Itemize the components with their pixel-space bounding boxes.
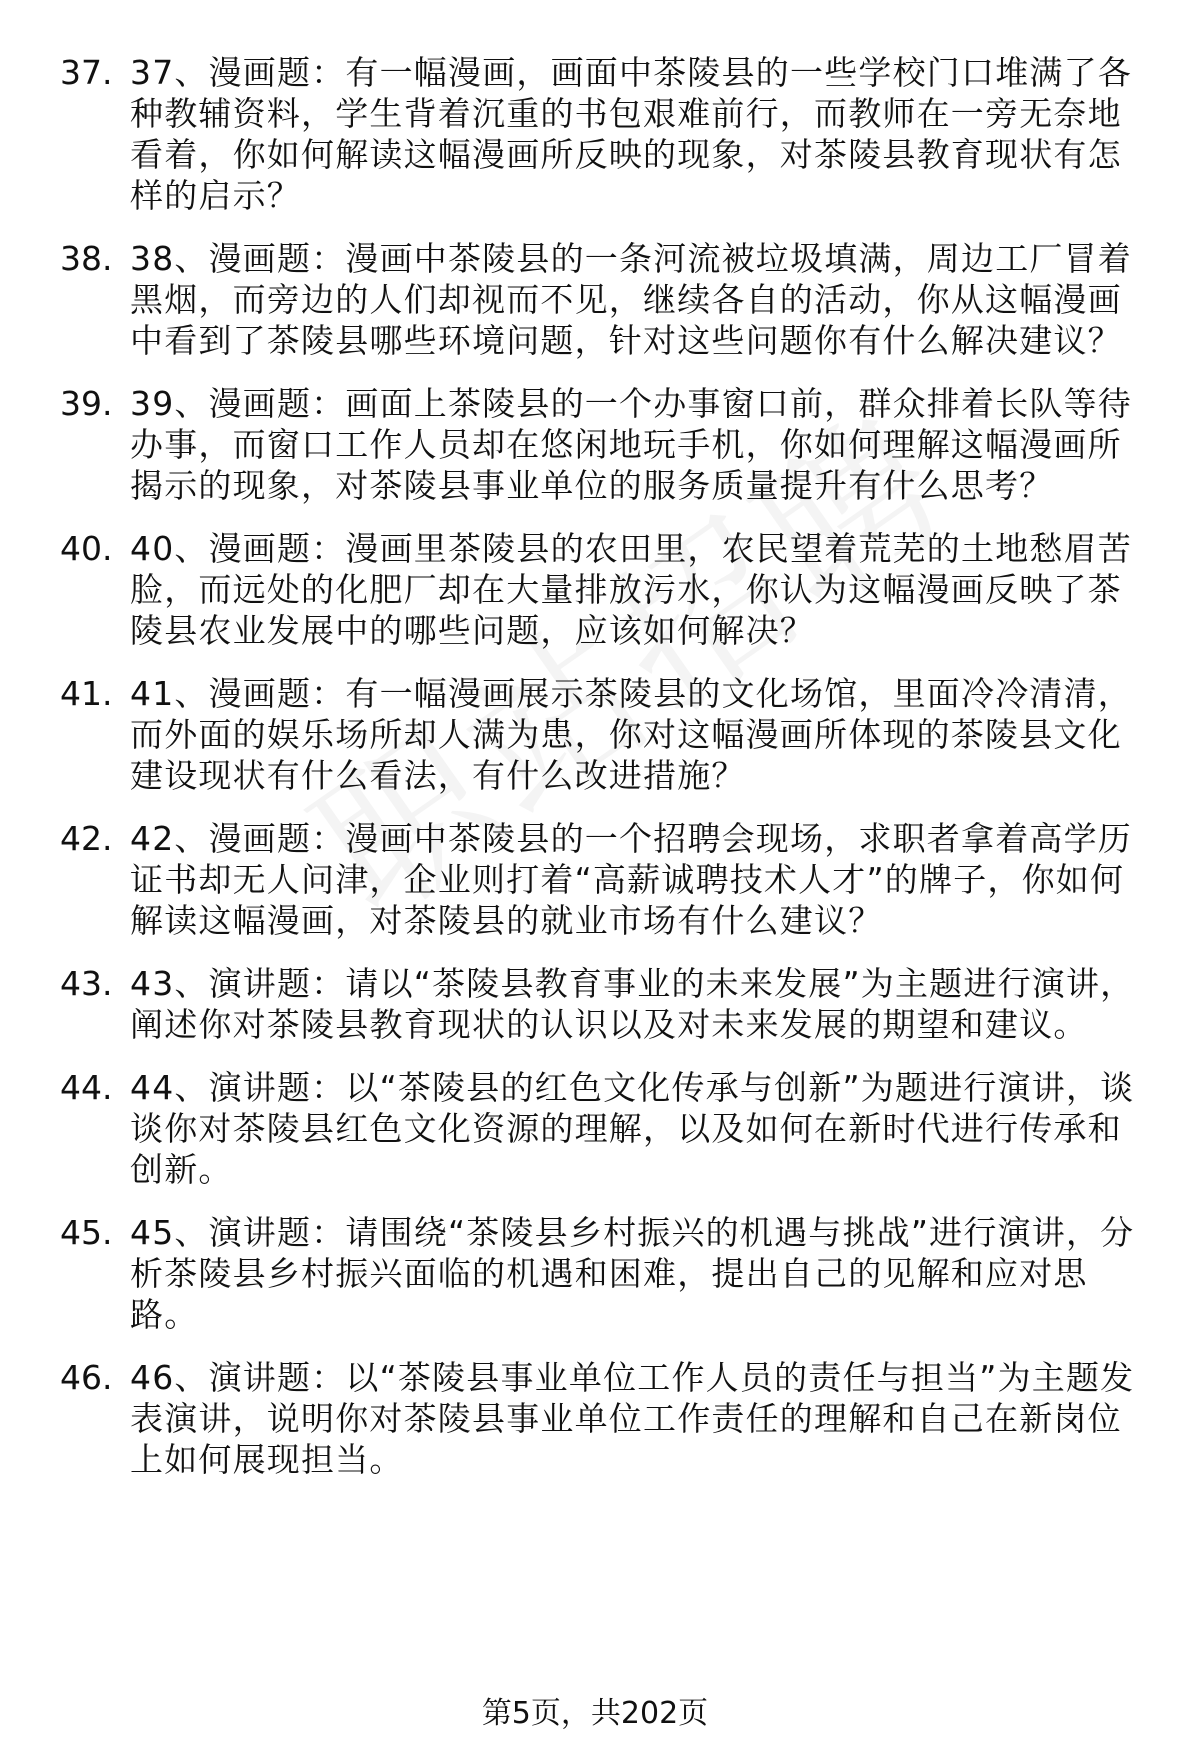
question-text: 40、漫画题：漫画里茶陵县的农田里，农民望着荒芜的土地愁眉苦脸，而远处的化肥厂却在大量排放污水，你认为这幅漫画反映了茶陵县农业发展中的哪些问题，应该如何解决？ [130,529,1132,650]
question-number: 39. [60,384,113,423]
question-item [60,963,1150,1045]
question-item [60,673,1150,796]
question-item [60,528,1150,651]
question-number: 43. [60,964,113,1003]
question-item [60,52,1150,216]
question-text: 45、演讲题：请围绕“茶陵县乡村振兴的机遇与挑战”进行演讲，分析茶陵县乡村振兴面临的机遇和困难，提出自己的见解和应对思路。 [130,1213,1135,1334]
question-list [60,52,1150,1502]
question-number: 46. [60,1358,113,1397]
question-item [60,238,1150,361]
question-number: 37. [60,53,113,92]
question-text: 44、演讲题：以“茶陵县的红色文化传承与创新”为题进行演讲，谈谈你对茶陵县红色文化资源的理解，以及如何在新时代进行传承和创新。 [130,1068,1135,1189]
question-text: 39、漫画题：画面上茶陵县的一个办事窗口前，群众排着长队等待办事，而窗口工作人员却在悠闲地玩手机，你如何理解这幅漫画所揭示的现象，对茶陵县事业单位的服务质量提升有什么思考？ [130,384,1132,505]
question-item [60,1212,1150,1335]
question-item [60,1357,1150,1480]
question-number: 45. [60,1213,113,1252]
question-text: 43、演讲题：请以“茶陵县教育事业的未来发展”为主题进行演讲，阐述你对茶陵县教育现状的认识以及对未来发展的期望和建议。 [130,964,1135,1044]
question-text: 41、漫画题：有一幅漫画展示茶陵县的文化场馆，里面冷冷清清，而外面的娱乐场所却人满为患，你对这幅漫画所体现的茶陵县文化建设现状有什么看法，有什么改进措施？ [130,674,1132,795]
question-number: 40. [60,529,113,568]
question-item [60,818,1150,941]
question-text: 42、漫画题：漫画中茶陵县的一个招聘会现场，求职者拿着高学历证书却无人问津，企业则打着“高薪诚聘技术人才”的牌子，你如何解读这幅漫画，对茶陵县的就业市场有什么建议？ [130,819,1132,940]
question-number: 41. [60,674,113,713]
question-item [60,383,1150,506]
page-footer [0,1695,1190,1733]
question-number: 44. [60,1068,113,1107]
question-text: 38、漫画题：漫画中茶陵县的一条河流被垃圾填满，周边工厂冒着黑烟，而旁边的人们却视而不见，继续各自的活动，你从这幅漫画中看到了茶陵县哪些环境问题，针对这些问题你有什么解决建议？ [130,239,1132,360]
question-text: 37、漫画题：有一幅漫画，画面中茶陵县的一些学校门口堆满了各种教辅资料，学生背着沉重的书包艰难前行，而教师在一旁无奈地看着，你如何解读这幅漫画所反映的现象，对茶陵县教育现状有怎样的启示？ [130,53,1132,215]
question-item [60,1067,1150,1190]
question-number: 38. [60,239,113,278]
question-number: 42. [60,819,113,858]
question-text: 46、演讲题：以“茶陵县事业单位工作人员的责任与担当”为主题发表演讲，说明你对茶陵县事业单位工作责任的理解和自己在新岗位上如何展现担当。 [130,1358,1135,1479]
page-number-label: 第5页，共202页 [481,1696,709,1731]
